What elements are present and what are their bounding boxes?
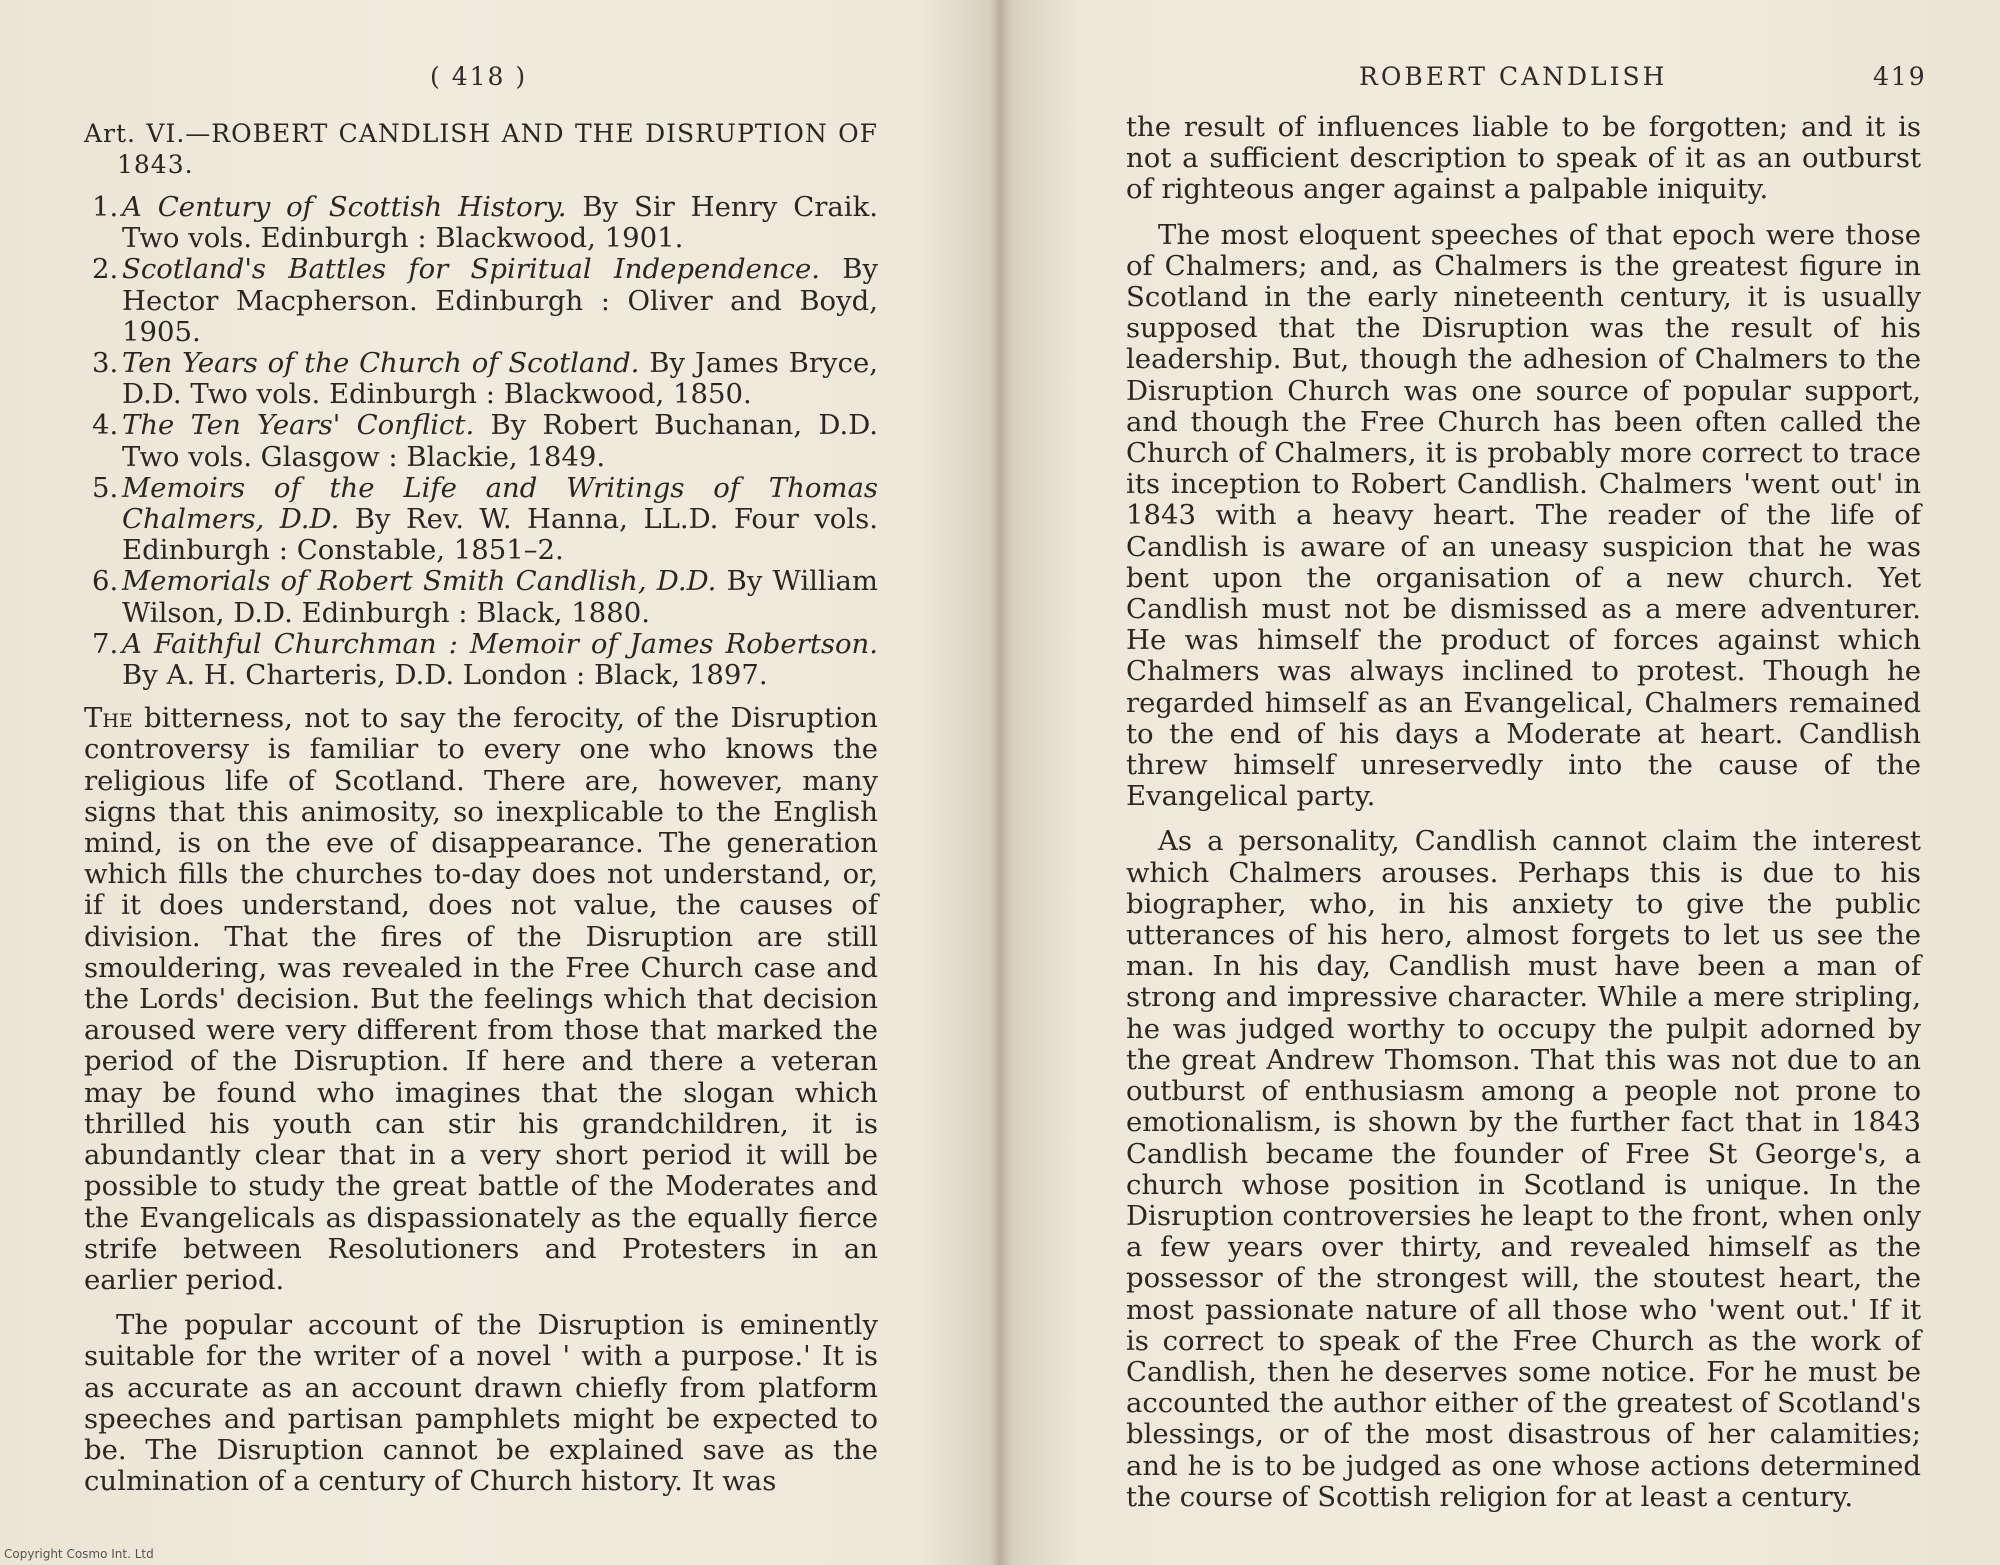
source-item: 1. A Century of Scottish History. By Sir Henry Craik. Two vols. Edinburgh : Blackwood, 1901. <box>92 191 878 255</box>
source-item: 2. Scotland's Battles for Spiritual Independence. By Hector Macpherson. Edinburgh : Oliver and Boyd, 1905. <box>92 253 878 348</box>
body-paragraph: The most eloquent speeches of that epoch were those of Chalmers; and, as Chalmers is the greatest figure in Scotland in the early nineteenth century, it is usually supposed that the Disruption was the result of his leadership. But, though the adhesion of Chalmers to the Disruption Church was one source of popular support, and though the Free Church has been often called the Church of Chalmers, it is probably more correct to trace its inception to Robert Candlish. Chalmers 'went out' in 1843 with a heavy heart. The reader of the life of Candlish is aware of an uneasy suspicion that he was bent upon the organisation of a new church. Yet Candlish must not be dismissed as a mere adventurer. He was himself the product of forces against which Chalmers was always inclined to protest. Though he regarded himself as an Evangelical, Chalmers remained to the end of his days a Moderate at heart. Candlish threw himself unreservedly into the cause of the Evangelical party. <box>1126 218 1921 813</box>
page-number: ( 418 ) <box>430 62 528 91</box>
article-title: Art. VI.—ROBERT CANDLISH AND THE DISRUPTION OF 1843. <box>84 119 878 179</box>
source-item: 3. Ten Years of the Church of Scotland. By James Bryce, D.D. Two vols. Edinburgh : Blackwood, 1850. <box>92 347 878 411</box>
body-paragraph: As a personality, Candlish cannot claim the interest which Chalmers arouses. Perhaps this is due to his biographer, who, in his anxiety to give the public utterances of his hero, almost forgets to let us see the man. In his day, Candlish must have been a man of strong and impressive character. While a mere stripling, he was judged worthy to occupy the pulpit adorned by the great Andrew Thomson. That this was not due to an outburst of enthusiasm among a people not prone to emotionalism, is shown by the further fact that in 1843 Candlish became the founder of Free St George's, a church whose position in Scotland is unique. In the Disruption controversies he leapt to the front, when only a few years over thirty, and revealed himself as the possessor of the strongest will, the stoutest heart, the most passionate nature of all those who 'went out.' If it is correct to speak of the Free Church as the work of Candlish, then he deserves some notice. For he must be accounted the author either of the greatest of Scotland's blessings, or of the most disastrous of her calamities; and he is to be judged as one whose actions determined the course of Scottish religion for at least a century. <box>1126 825 1921 1513</box>
copyright-watermark: Copyright Cosmo Int. Ltd <box>4 1547 154 1561</box>
source-item: 5. Memoirs of the Life and Writings of Thomas Chalmers, D.D. By Rev. W. Hanna, LL.D. Four vols. Edinburgh : Constable, 1851–2. <box>92 471 879 567</box>
left-page <box>0 0 998 1565</box>
body-paragraph: The bitterness, not to say the ferocity, of the Disruption controversy is familiar to every one who knows the religious life of Scotland. There are, however, many signs that this animosity, so inexplicable to the English mind, is on the eve of disappearance. The generation which fills the churches to-day does not understand, or, if it does understand, does not value, the causes of division. That the fires of the Disruption are still smouldering, was revealed in the Free Church case and the Lords' decision. But the feelings which that decision aroused were very different from those that marked the period of the Disruption. If here and there a veteran may be found who imagines that the slogan which thrilled his youth can stir his grandchildren, it is abundantly clear that in a very short period it will be possible to study the great battle of the Moderates and the Evangelicals as dispassionately as the equally fierce strife between Resolutioners and Protesters in an earlier period. <box>84 702 878 1296</box>
source-list <box>84 192 878 691</box>
left-page-text <box>84 118 878 1497</box>
body-paragraph: The popular account of the Disruption is eminently suitable for the writer of a novel ' with a purpose.' It is as accurate as an account drawn chiefly from platform speeches and partisan pamphlets might be expected to be. The Disruption cannot be explained save as the culmination of a century of Church history. It was <box>84 1309 878 1498</box>
right-page <box>1002 0 2000 1565</box>
right-page-text <box>1126 112 1921 1513</box>
source-item: 6. Memorials of Robert Smith Candlish, D.D. By William Wilson, D.D. Edinburgh : Black, 1880. <box>92 565 878 629</box>
source-item: 4. The Ten Years' Conflict. By Robert Buchanan, D.D. Two vols. Glasgow : Blackie, 1849. <box>92 409 879 473</box>
body-paragraph: the result of influences liable to be forgotten; and it is not a sufficient description to speak of it as an outburst of righteous anger against a palpable iniquity. <box>1126 111 1921 206</box>
page-number: 419 <box>1873 62 1927 91</box>
source-item: 7. A Faithful Churchman : Memoir of James Robertson. By A. H. Charteris, D.D. London : Black, 1897. <box>92 627 878 692</box>
running-head: ROBERT CANDLISH <box>1359 62 1668 91</box>
